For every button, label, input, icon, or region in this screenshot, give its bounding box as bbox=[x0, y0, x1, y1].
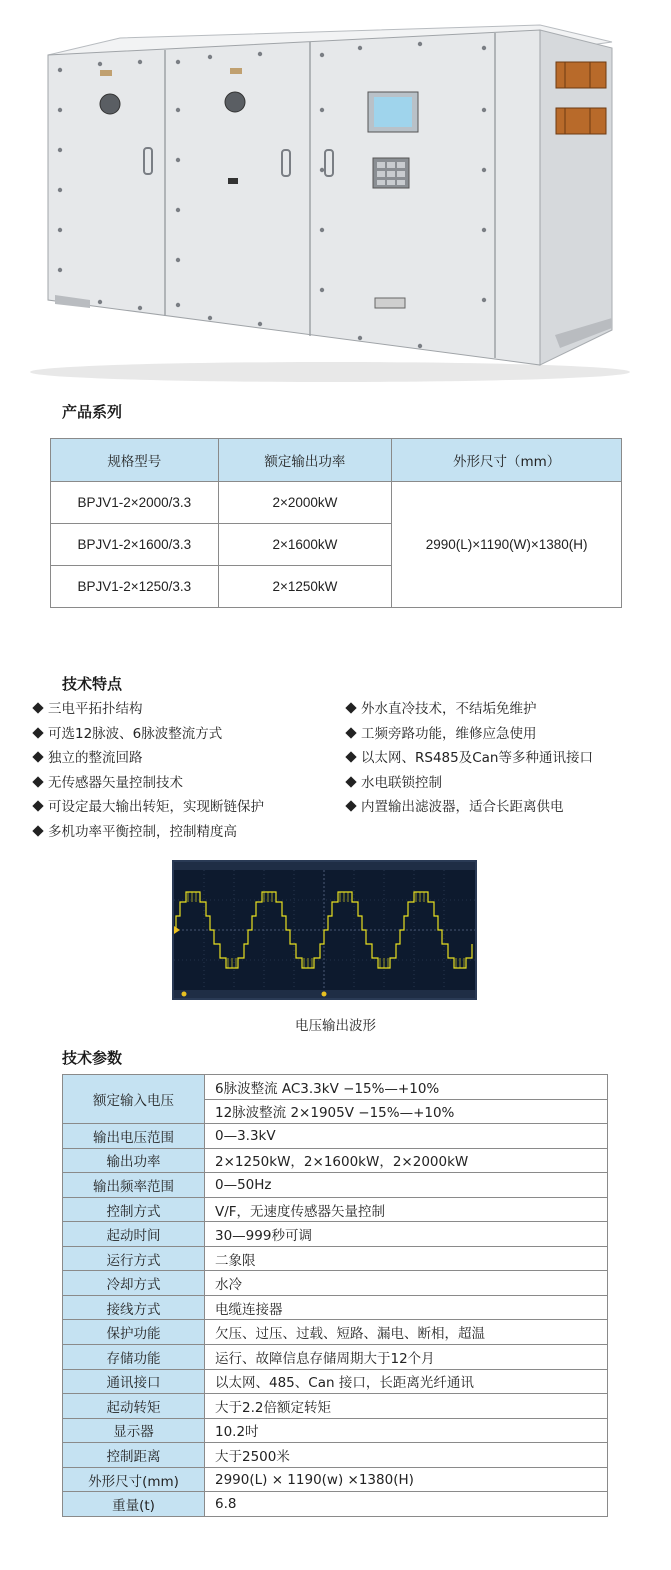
table-row bbox=[63, 1124, 608, 1149]
param-value: 10.2吋 bbox=[205, 1418, 608, 1443]
param-label: 起动转矩 bbox=[63, 1394, 205, 1419]
diamond-bullet-icon bbox=[32, 727, 43, 738]
list-item bbox=[345, 722, 593, 747]
diamond-bullet-icon bbox=[345, 800, 356, 811]
param-value: 大于2.2倍额定转矩 bbox=[205, 1394, 608, 1419]
param-label: 外形尺寸(mm) bbox=[63, 1467, 205, 1492]
diamond-bullet-icon bbox=[345, 751, 356, 762]
features-right-list bbox=[345, 697, 593, 820]
param-value: 二象限 bbox=[205, 1246, 608, 1271]
param-label: 控制距离 bbox=[63, 1443, 205, 1468]
diamond-bullet-icon bbox=[32, 702, 43, 713]
diamond-bullet-icon bbox=[345, 702, 356, 713]
param-label: 保护功能 bbox=[63, 1320, 205, 1345]
diamond-bullet-icon bbox=[32, 751, 43, 762]
params-heading: 技术参数 bbox=[62, 1049, 123, 1067]
series-heading: 产品系列 bbox=[62, 403, 123, 421]
param-value: 12脉波整流 2×1905V −15%—+10% bbox=[205, 1099, 608, 1124]
table-row bbox=[63, 1467, 608, 1492]
feature-text: 内置输出滤波器，适合长距离供电 bbox=[361, 799, 564, 815]
param-label: 额定输入电压 bbox=[63, 1075, 205, 1124]
param-value: V/F，无速度传感器矢量控制 bbox=[205, 1197, 608, 1222]
param-value: 大于2500米 bbox=[205, 1443, 608, 1468]
product-photo bbox=[0, 0, 671, 385]
series-header-dimensions: 外形尺寸（mm） bbox=[392, 439, 622, 482]
table-row bbox=[51, 482, 622, 524]
feature-text: 以太网、RS485及Can等多种通讯接口 bbox=[361, 750, 593, 766]
series-power: 2×1600kW bbox=[218, 524, 392, 566]
list-item bbox=[345, 746, 593, 771]
table-row bbox=[63, 1394, 608, 1419]
table-row bbox=[63, 1197, 608, 1222]
param-value: 水冷 bbox=[205, 1271, 608, 1296]
param-label: 重量(t) bbox=[63, 1492, 205, 1517]
series-header-model: 规格型号 bbox=[51, 439, 219, 482]
param-label: 运行方式 bbox=[63, 1246, 205, 1271]
param-value: 运行、故障信息存储周期大于12个月 bbox=[205, 1345, 608, 1370]
table-row bbox=[63, 1075, 608, 1100]
param-label: 控制方式 bbox=[63, 1197, 205, 1222]
list-item bbox=[32, 722, 264, 747]
feature-text: 水电联锁控制 bbox=[361, 774, 442, 791]
table-row bbox=[63, 1320, 608, 1345]
param-label: 输出电压范围 bbox=[63, 1124, 205, 1149]
param-label: 输出频率范围 bbox=[63, 1173, 205, 1198]
param-label: 通讯接口 bbox=[63, 1369, 205, 1394]
table-row bbox=[63, 1246, 608, 1271]
param-value: 30—999秒可调 bbox=[205, 1222, 608, 1247]
list-item bbox=[32, 820, 264, 845]
table-row bbox=[63, 1345, 608, 1370]
diamond-bullet-icon bbox=[345, 727, 356, 738]
feature-text: 三电平拓扑结构 bbox=[48, 701, 143, 717]
table-row bbox=[63, 1369, 608, 1394]
feature-text: 多机功率平衡控制，控制精度高 bbox=[48, 823, 237, 840]
features-left-list bbox=[32, 697, 264, 844]
table-row bbox=[63, 1271, 608, 1296]
param-value: 0—50Hz bbox=[205, 1173, 608, 1198]
diamond-bullet-icon bbox=[32, 800, 43, 811]
table-row bbox=[63, 1222, 608, 1247]
waveform-image bbox=[172, 860, 477, 1000]
param-value: 欠压、过压、过载、短路、漏电、断相，超温 bbox=[205, 1320, 608, 1345]
list-item bbox=[345, 697, 593, 722]
table-row bbox=[63, 1173, 608, 1198]
param-value: 2990(L) × 1190(w) ×1380(H) bbox=[205, 1467, 608, 1492]
param-value: 电缆连接器 bbox=[205, 1295, 608, 1320]
params-table bbox=[62, 1074, 608, 1517]
series-header-power: 额定输出功率 bbox=[218, 439, 392, 482]
feature-text: 无传感器矢量控制技术 bbox=[48, 774, 183, 791]
diamond-bullet-icon bbox=[32, 776, 43, 787]
param-value: 0—3.3kV bbox=[205, 1124, 608, 1149]
table-row bbox=[63, 1148, 608, 1173]
feature-text: 独立的整流回路 bbox=[48, 750, 143, 766]
feature-text: 工频旁路功能，维修应急使用 bbox=[361, 725, 537, 742]
series-table bbox=[50, 438, 622, 608]
cabinet-illustration bbox=[0, 0, 671, 385]
list-item bbox=[345, 795, 593, 820]
feature-text: 可选12脉波、6脉波整流方式 bbox=[48, 725, 223, 742]
table-row bbox=[63, 1418, 608, 1443]
param-label: 冷却方式 bbox=[63, 1271, 205, 1296]
list-item bbox=[32, 746, 264, 771]
table-row bbox=[63, 1443, 608, 1468]
diamond-bullet-icon bbox=[345, 776, 356, 787]
param-label: 接线方式 bbox=[63, 1295, 205, 1320]
param-label: 存储功能 bbox=[63, 1345, 205, 1370]
series-model: BPJV1-2×1600/3.3 bbox=[51, 524, 219, 566]
table-row bbox=[63, 1295, 608, 1320]
series-power: 2×1250kW bbox=[218, 566, 392, 608]
list-item bbox=[32, 795, 264, 820]
series-dimensions: 2990(L)×1190(W)×1380(H) bbox=[392, 482, 622, 608]
param-label: 起动时间 bbox=[63, 1222, 205, 1247]
features-heading: 技术特点 bbox=[62, 675, 123, 693]
list-item bbox=[32, 697, 264, 722]
param-label: 显示器 bbox=[63, 1418, 205, 1443]
waveform-caption: 电压输出波形 bbox=[295, 1018, 376, 1034]
table-row bbox=[63, 1492, 608, 1517]
series-header-row bbox=[51, 439, 622, 482]
series-model: BPJV1-2×2000/3.3 bbox=[51, 482, 219, 524]
diamond-bullet-icon bbox=[32, 825, 43, 836]
list-item bbox=[32, 771, 264, 796]
param-value: 以太网、485、Can 接口，长距离光纤通讯 bbox=[205, 1369, 608, 1394]
param-label: 输出功率 bbox=[63, 1148, 205, 1173]
feature-text: 外水直冷技术，不结垢免维护 bbox=[361, 701, 537, 717]
series-model: BPJV1-2×1250/3.3 bbox=[51, 566, 219, 608]
list-item bbox=[345, 771, 593, 796]
param-value: 2×1250kW，2×1600kW，2×2000kW bbox=[205, 1148, 608, 1173]
series-power: 2×2000kW bbox=[218, 482, 392, 524]
param-value: 6.8 bbox=[205, 1492, 608, 1517]
feature-text: 可设定最大输出转矩，实现断链保护 bbox=[48, 799, 264, 815]
param-value: 6脉波整流 AC3.3kV −15%—+10% bbox=[205, 1075, 608, 1100]
waveform-plot bbox=[174, 862, 475, 998]
